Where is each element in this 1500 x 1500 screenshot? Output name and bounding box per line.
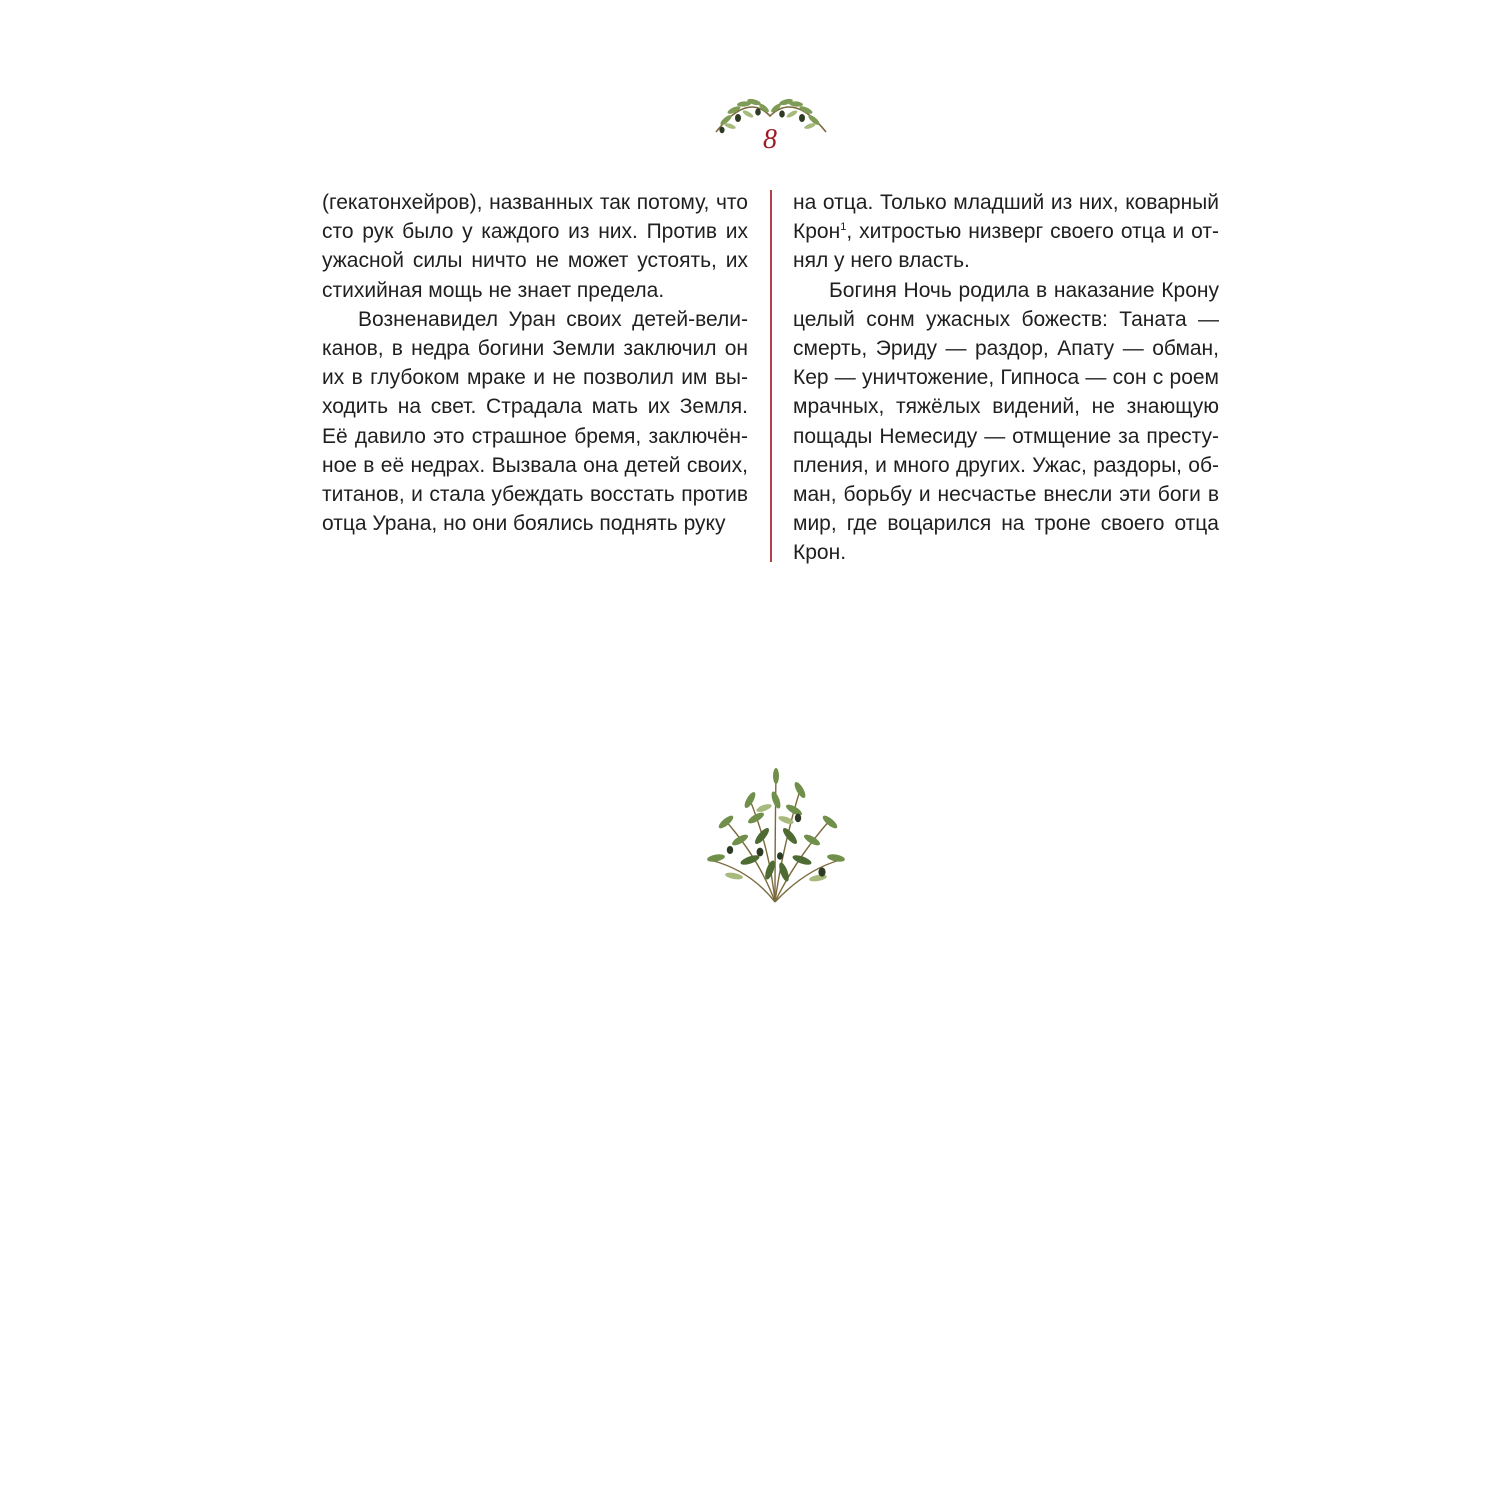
paragraph: Возненавидел Уран своих детей-великанов, в недра богини Земли заключил он их в глубоком мраке и не позволил им выходить на свет. Страдала мать их Земля. Её давило это страшное бремя, заключённое в её недрах. Вызвала она детей своих, титанов, и стала убеждать восстать против отца Урана, но они боялись поднять руку — [322, 307, 748, 536]
paragraph-text: , хитростью низверг своего отца и отнял у него власть. — [793, 220, 1219, 273]
page-number: 8 — [763, 124, 777, 155]
text-column-left — [322, 188, 748, 538]
olive-bush-icon — [690, 760, 860, 910]
paragraph: (гекатонхейров), названных так потому, что сто рук было у каждого из них. Против их ужасной силы ничто не может устоять, их стихийная мощь не знает предела. — [322, 191, 748, 302]
footnote-mark: 1 — [840, 221, 847, 234]
text-column-right — [793, 188, 1219, 568]
column-divider — [770, 190, 772, 562]
paragraph: Богиня Ночь родила в наказание Крону целый сонм ужасных божеств: Таната — смерть, Эриду — раздор, Апату — обман, Кер — уничтожение, Гипноса — сон с роем мрачных, тяжёлых видений, не знающую пощады Немесиду — отмщение за преступления, и много других. Ужас, раздоры, обман, борьбу и несчастье внесли эти боги в мир, где воцарился на троне своего отца Крон. — [793, 278, 1219, 565]
paragraph — [793, 188, 1219, 276]
paragraph-text: на отца. Только младший из них, коварный Крон — [793, 191, 1219, 244]
